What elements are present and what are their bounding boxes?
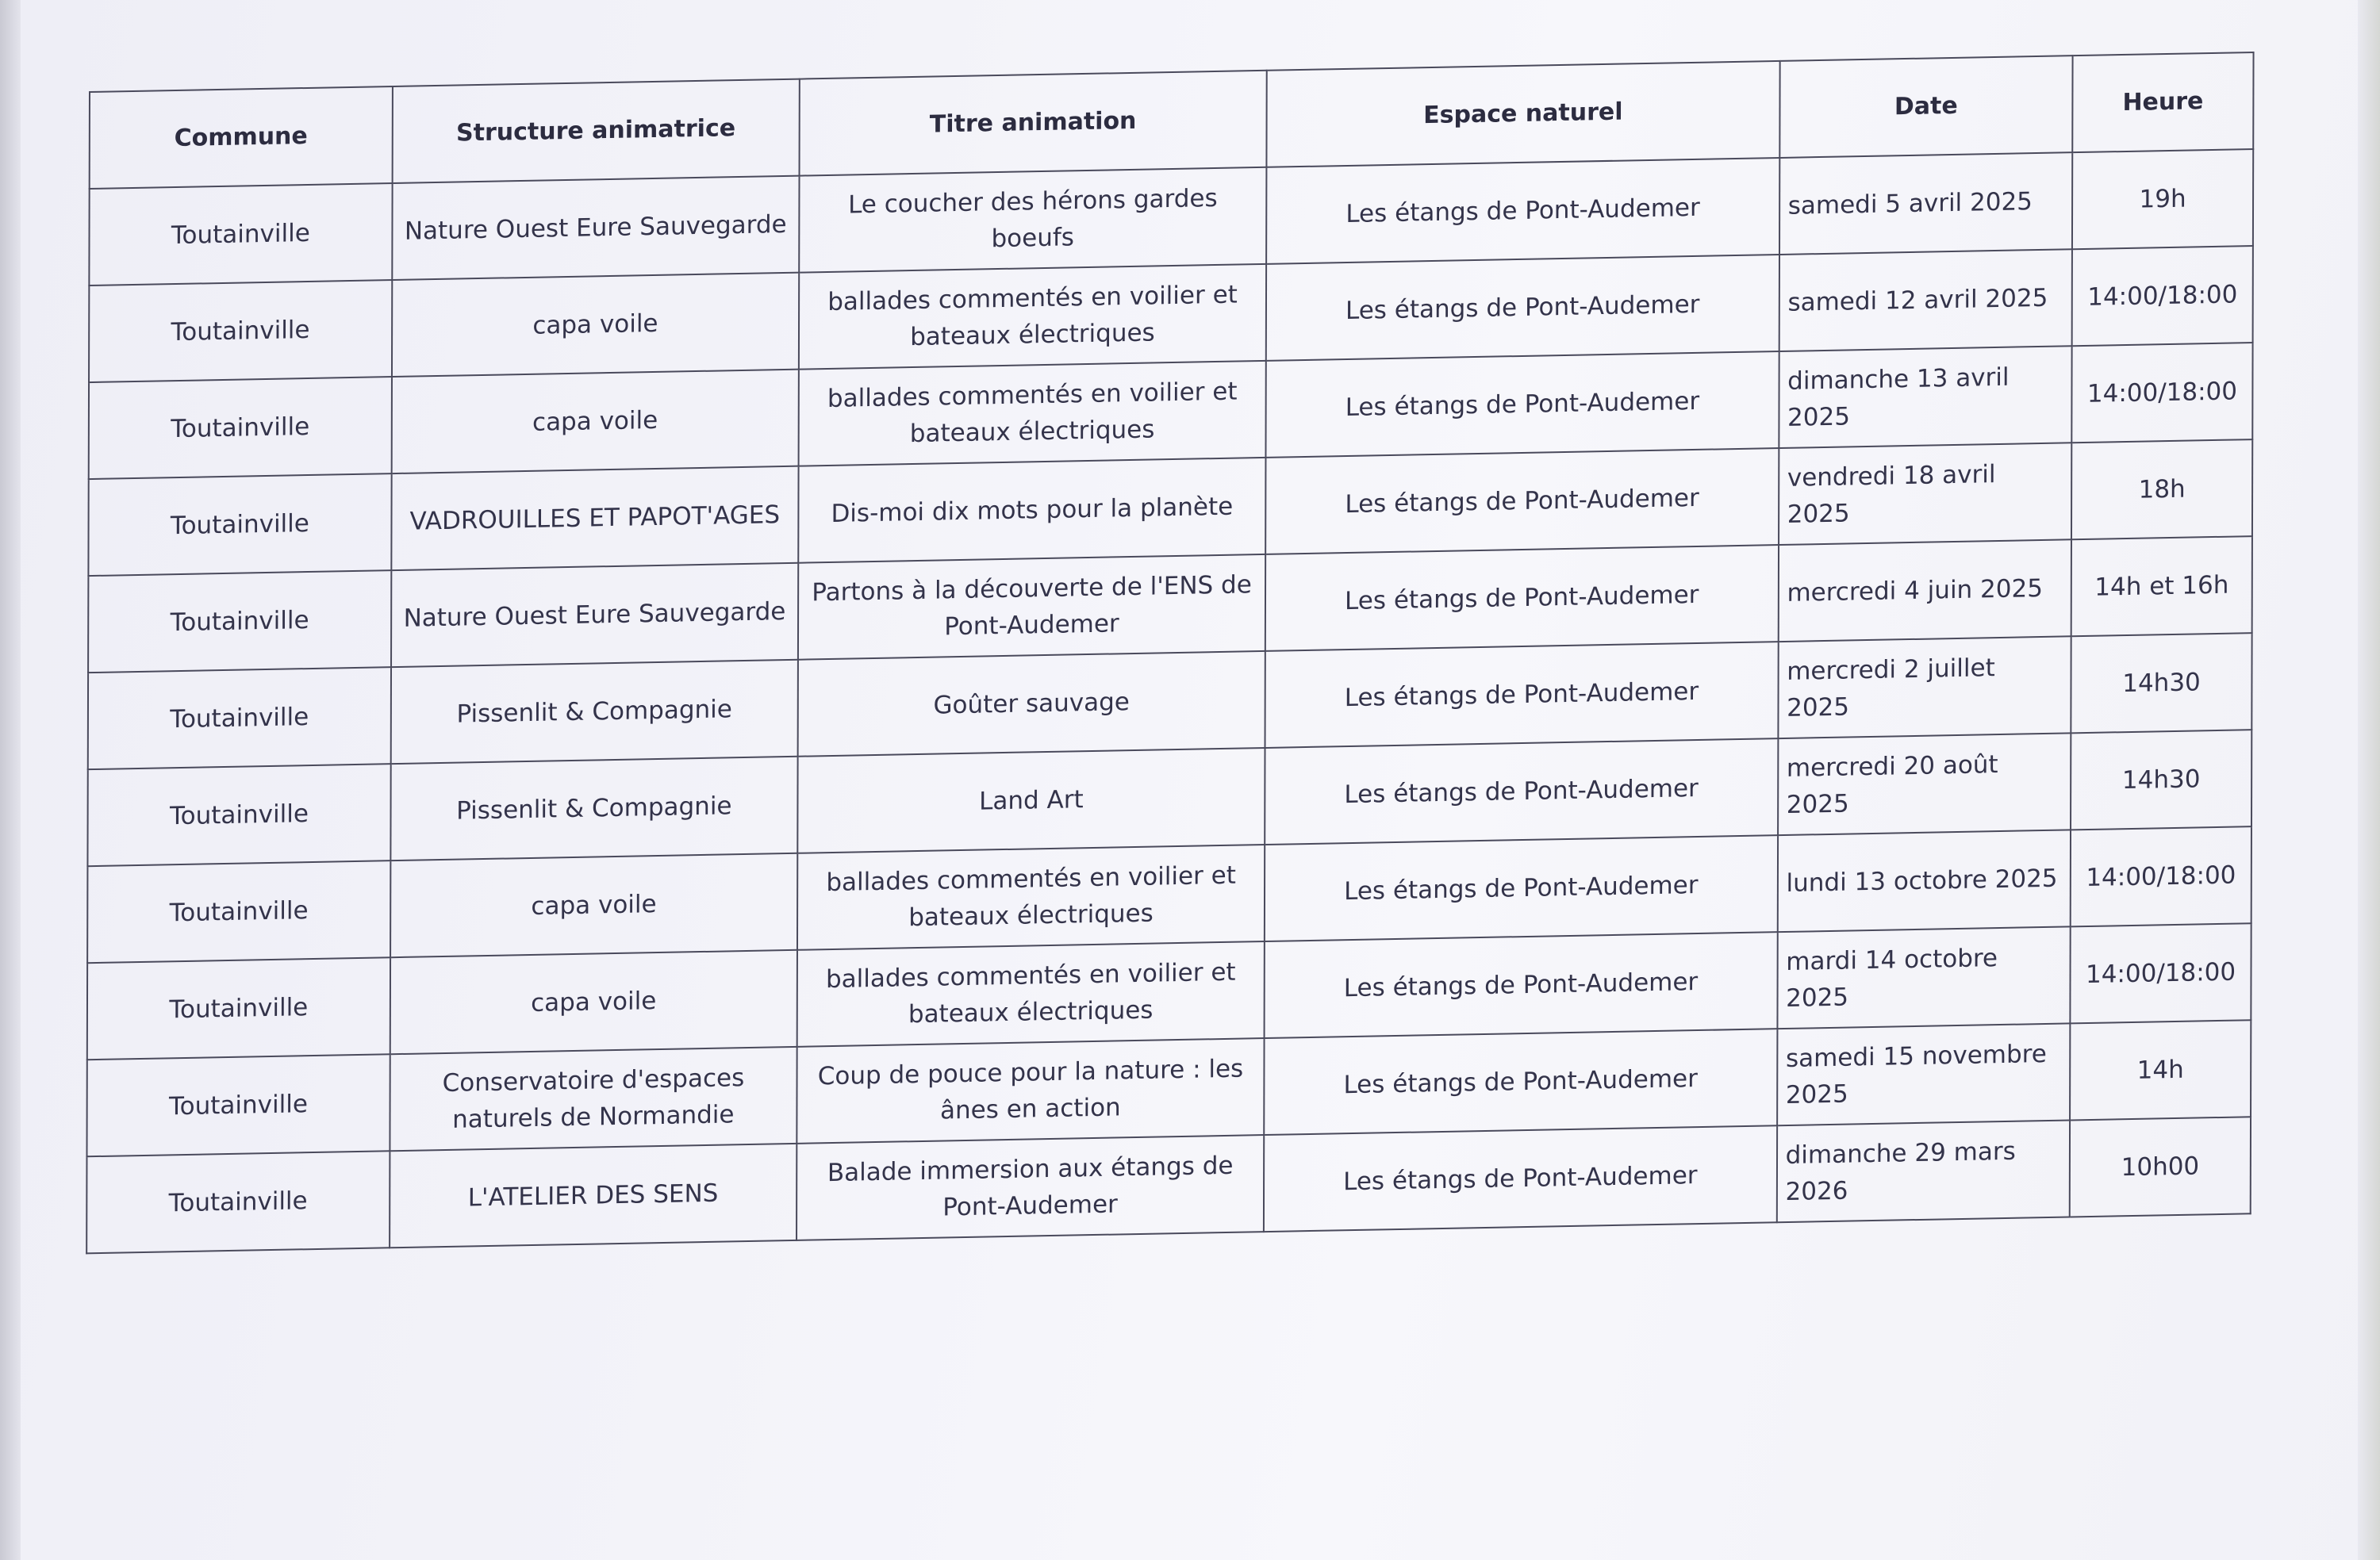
cell-espace: Les étangs de Pont-Audemer	[1265, 642, 1779, 748]
cell-titre: Partons à la découverte de l'ENS de Pont-Audemer	[798, 554, 1265, 660]
cell-espace: Les étangs de Pont-Audemer	[1266, 255, 1779, 361]
cell-structure: VADROUILLES ET PAPOT'AGES	[391, 466, 798, 570]
cell-structure: capa voile	[391, 370, 798, 473]
cell-structure: Pissenlit & Compagnie	[390, 757, 797, 860]
cell-date: lundi 13 octobre 2025	[1777, 830, 2071, 932]
cell-structure: L'ATELIER DES SENS	[390, 1144, 797, 1248]
schedule-table	[86, 52, 2254, 1254]
cell-espace: Les étangs de Pont-Audemer	[1265, 545, 1779, 651]
cell-titre: Dis-moi dix mots pour la planète	[798, 458, 1265, 563]
background-edge	[2358, 0, 2380, 1560]
cell-commune: Toutainville	[88, 473, 391, 576]
header-structure: Structure animatrice	[392, 79, 799, 183]
cell-espace: Les étangs de Pont-Audemer	[1265, 738, 1778, 845]
cell-date: dimanche 13 avril 2025	[1779, 346, 2072, 448]
header-heure: Heure	[2072, 52, 2253, 152]
cell-titre: Balade immersion aux étangs de Pont-Audemer	[797, 1135, 1264, 1240]
header-titre: Titre animation	[799, 71, 1266, 176]
cell-heure: 14:00/18:00	[2070, 923, 2251, 1023]
header-espace: Espace naturel	[1266, 61, 1779, 167]
cell-espace: Les étangs de Pont-Audemer	[1264, 1029, 1777, 1135]
cell-structure: capa voile	[390, 853, 797, 957]
cell-date: samedi 12 avril 2025	[1779, 249, 2072, 351]
cell-titre: Land Art	[797, 748, 1265, 853]
cell-date: mercredi 2 juillet 2025	[1778, 636, 2071, 738]
cell-titre: ballades commentés en voilier et bateaux électriques	[799, 264, 1266, 370]
cell-espace: Les étangs de Pont-Audemer	[1266, 351, 1779, 458]
cell-heure: 14:00/18:00	[2071, 343, 2252, 443]
cell-structure: Pissenlit & Compagnie	[390, 660, 797, 764]
cell-date: mercredi 20 août 2025	[1778, 733, 2071, 835]
cell-structure: Conservatoire d'espaces naturels de Normandie	[390, 1047, 797, 1151]
cell-structure: capa voile	[392, 273, 799, 377]
cell-heure: 18h	[2071, 439, 2252, 539]
cell-heure: 14:00/18:00	[2071, 826, 2251, 926]
cell-structure: Nature Ouest Eure Sauvegarde	[392, 176, 799, 280]
cell-date: mardi 14 octobre 2025	[1777, 926, 2071, 1029]
cell-espace: Les étangs de Pont-Audemer	[1264, 1125, 1777, 1232]
cell-titre: ballades commentés en voilier et bateaux électriques	[797, 941, 1265, 1047]
cell-commune: Toutainville	[89, 183, 392, 286]
cell-heure: 14h30	[2071, 633, 2251, 733]
cell-commune: Toutainville	[86, 1054, 390, 1156]
cell-titre: Goûter sauvage	[798, 651, 1265, 757]
cell-espace: Les étangs de Pont-Audemer	[1266, 158, 1779, 264]
cell-espace: Les étangs de Pont-Audemer	[1265, 932, 1778, 1038]
cell-espace: Les étangs de Pont-Audemer	[1265, 835, 1778, 941]
cell-titre: ballades commentés en voilier et bateaux électriques	[799, 361, 1266, 466]
cell-heure: 14h	[2070, 1020, 2251, 1120]
cell-date: mercredi 4 juin 2025	[1778, 539, 2071, 642]
cell-commune: Toutainville	[88, 570, 391, 673]
cell-heure: 10h00	[2070, 1117, 2251, 1217]
cell-commune: Toutainville	[89, 280, 392, 382]
cell-commune: Toutainville	[87, 764, 390, 866]
header-date: Date	[1779, 56, 2073, 158]
cell-titre: Le coucher des hérons gardes boeufs	[799, 167, 1266, 273]
cell-heure: 14:00/18:00	[2072, 246, 2253, 346]
cell-commune: Toutainville	[87, 860, 390, 963]
cell-espace: Les étangs de Pont-Audemer	[1265, 448, 1779, 554]
cell-structure: Nature Ouest Eure Sauvegarde	[391, 563, 798, 667]
cell-titre: ballades commentés en voilier et bateaux électriques	[797, 845, 1265, 950]
cell-commune: Toutainville	[89, 377, 392, 479]
cell-date: vendredi 18 avril 2025	[1779, 443, 2072, 545]
cell-heure: 14h30	[2071, 730, 2251, 830]
header-commune: Commune	[90, 86, 393, 189]
schedule-table-container	[86, 52, 2254, 1254]
cell-date: samedi 5 avril 2025	[1779, 152, 2073, 255]
cell-date: dimanche 29 mars 2026	[1776, 1120, 2070, 1222]
cell-commune: Toutainville	[86, 1151, 390, 1253]
cell-date: samedi 15 novembre 2025	[1777, 1023, 2071, 1125]
cell-heure: 19h	[2072, 149, 2253, 249]
cell-heure: 14h et 16h	[2071, 536, 2252, 636]
paper-left-shadow	[0, 0, 21, 1560]
cell-commune: Toutainville	[88, 667, 391, 769]
cell-titre: Coup de pouce pour la nature : les ânes en action	[797, 1038, 1264, 1144]
cell-commune: Toutainville	[87, 957, 390, 1060]
cell-structure: capa voile	[390, 950, 797, 1054]
